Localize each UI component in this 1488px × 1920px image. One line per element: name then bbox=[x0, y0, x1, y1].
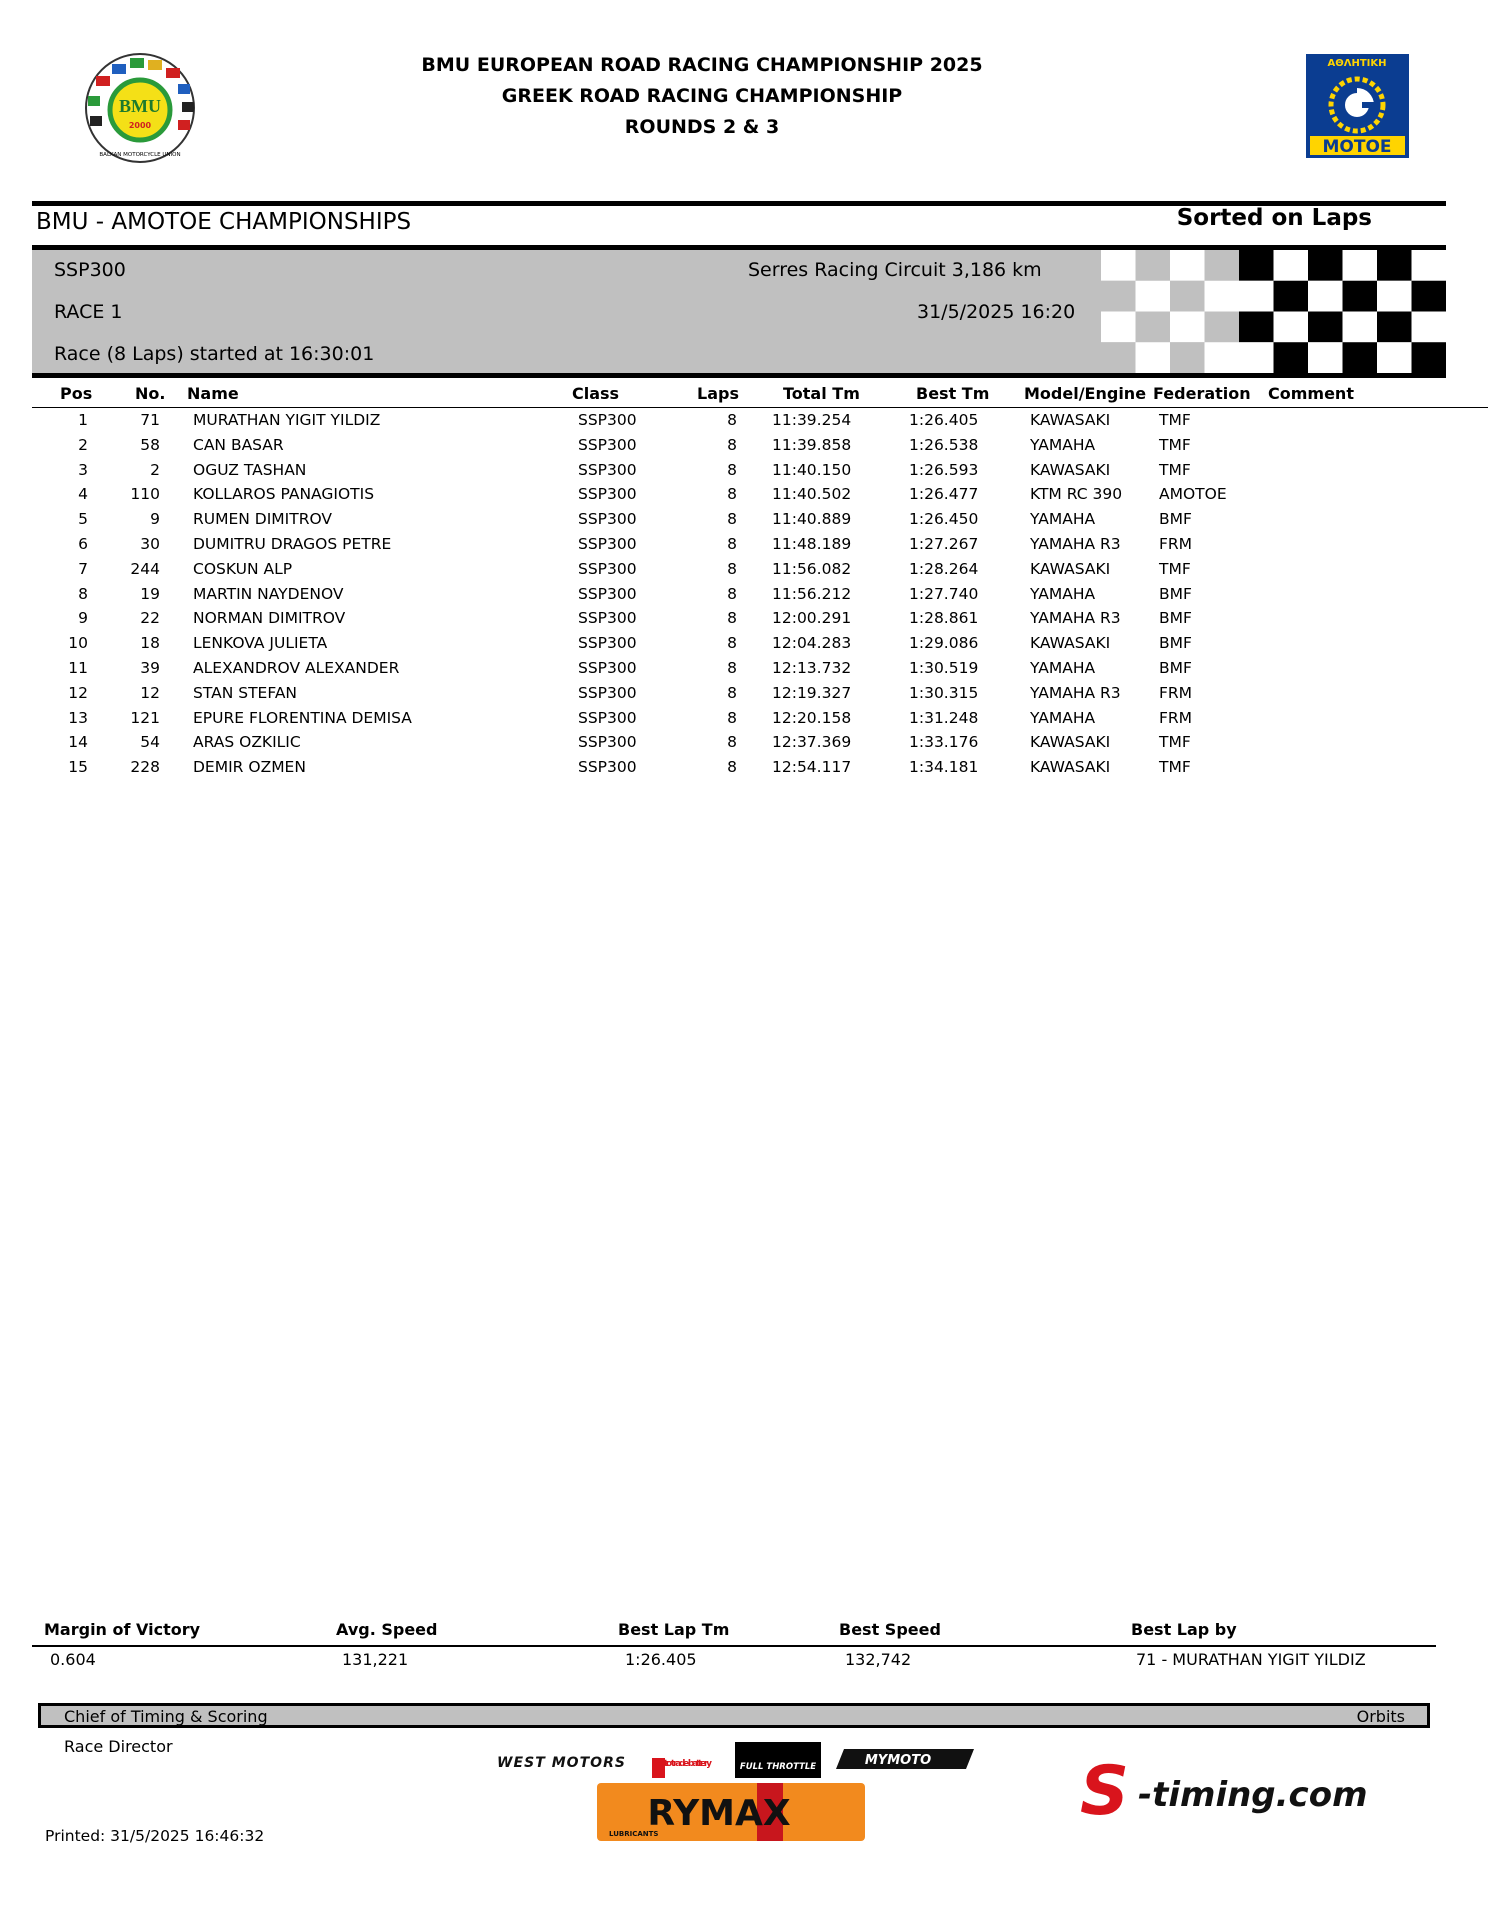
cell-number: 110 bbox=[130, 485, 160, 504]
cell-name: OGUZ TASHAN bbox=[193, 460, 307, 479]
cell-pos: 11 bbox=[68, 659, 88, 677]
cell-total-time: 11:39.858 bbox=[772, 435, 852, 454]
full-throttle-text: FULL THROTTLE bbox=[739, 1762, 817, 1772]
race-info-band bbox=[32, 245, 1446, 378]
flag-square bbox=[1101, 312, 1136, 343]
cell-best-time: 1:27.740 bbox=[909, 584, 979, 603]
cell-class: SSP300 bbox=[578, 510, 637, 529]
rymax-logo bbox=[597, 1783, 865, 1841]
printed-timestamp: Printed: 31/5/2025 16:46:32 bbox=[45, 1827, 265, 1845]
flag-square bbox=[1308, 281, 1343, 312]
motoe-logo-top: ΑΘΛΗΤΙΚΗ bbox=[1327, 58, 1387, 69]
cell-laps: 8 bbox=[727, 535, 737, 553]
flag-square bbox=[1274, 281, 1309, 312]
motoe-logo-bottom: ΜΟΤΟΕ bbox=[1322, 137, 1392, 157]
cell-federation: TMF bbox=[1159, 559, 1191, 578]
cell-pos: 6 bbox=[78, 535, 88, 553]
table-row bbox=[0, 411, 1488, 436]
cell-pos: 4 bbox=[78, 485, 88, 504]
flag-square bbox=[1308, 342, 1343, 373]
cell-federation: FRM bbox=[1159, 535, 1193, 553]
checkered-flag bbox=[1101, 250, 1446, 373]
circuit-name: Serres Racing Circuit 3,186 km bbox=[748, 259, 1042, 281]
flag-square bbox=[1239, 342, 1274, 373]
cell-laps: 8 bbox=[727, 584, 737, 603]
cell-model: KAWASAKI bbox=[1030, 733, 1111, 752]
avg-speed-value: 131,221 bbox=[342, 1650, 409, 1669]
cell-best-time: 1:26.405 bbox=[909, 411, 979, 429]
cell-number: 71 bbox=[140, 411, 160, 429]
flag-square bbox=[1274, 312, 1309, 343]
cell-class: SSP300 bbox=[578, 584, 637, 603]
bmu-logo-year: 2000 bbox=[128, 121, 152, 130]
flag-square bbox=[1343, 281, 1378, 312]
best-lap-by-label: Best Lap by bbox=[1131, 1620, 1237, 1639]
cell-pos: 10 bbox=[68, 634, 88, 653]
best-lap-value: 1:26.405 bbox=[625, 1650, 697, 1669]
flag-square bbox=[1377, 281, 1412, 312]
table-row bbox=[0, 709, 1488, 734]
cell-laps: 8 bbox=[727, 435, 737, 454]
cell-best-time: 1:33.176 bbox=[909, 733, 979, 752]
cell-best-time: 1:26.593 bbox=[909, 460, 979, 479]
race-datetime: 31/5/2025 16:20 bbox=[917, 301, 1076, 323]
cell-federation: AMOTOE bbox=[1159, 485, 1227, 504]
west-motors-logo bbox=[492, 1744, 630, 1776]
cell-model: YAMAHA bbox=[1030, 584, 1096, 603]
stiming-rest: -timing.com bbox=[1138, 1775, 1368, 1815]
cell-model: KAWASAKI bbox=[1030, 634, 1111, 653]
header-name: Name bbox=[187, 384, 239, 403]
cell-class: SSP300 bbox=[578, 411, 637, 429]
cell-name: LENKOVA JULIETA bbox=[193, 634, 328, 653]
race-started: Race (8 Laps) started at 16:30:01 bbox=[54, 343, 375, 365]
bmu-logo bbox=[78, 52, 202, 164]
cell-class: SSP300 bbox=[578, 708, 637, 727]
title-line-2: GREEK ROAD RACING CHAMPIONSHIP bbox=[501, 85, 903, 107]
table-row bbox=[0, 634, 1488, 659]
cell-laps: 8 bbox=[727, 733, 737, 752]
cell-name: STAN STEFAN bbox=[193, 683, 298, 702]
table-row bbox=[0, 461, 1488, 486]
stiming-s: S bbox=[1080, 1752, 1129, 1831]
table-row bbox=[0, 684, 1488, 709]
best-lap-by-value: 71 - MURATHAN YIGIT YILDIZ bbox=[1136, 1650, 1366, 1669]
table-row bbox=[0, 758, 1488, 783]
flag-square bbox=[1377, 342, 1412, 373]
cell-best-time: 1:30.519 bbox=[909, 659, 979, 677]
summary-rule bbox=[32, 1645, 1436, 1647]
cell-total-time: 11:40.150 bbox=[772, 460, 852, 479]
cell-pos: 7 bbox=[78, 559, 88, 578]
cell-model: KAWASAKI bbox=[1030, 559, 1111, 578]
title-line-3: ROUNDS 2 & 3 bbox=[624, 116, 780, 138]
cell-class: SSP300 bbox=[578, 683, 637, 702]
cell-federation: TMF bbox=[1159, 435, 1191, 454]
cell-best-time: 1:31.248 bbox=[909, 708, 979, 727]
flag-square bbox=[1205, 312, 1240, 343]
flag-square bbox=[1101, 342, 1136, 373]
best-speed-value: 132,742 bbox=[845, 1650, 912, 1669]
flag-square bbox=[1308, 312, 1343, 343]
title-line-1: BMU EUROPEAN ROAD RACING CHAMPIONSHIP 2025 bbox=[421, 54, 983, 76]
west-motors-text: WEST MOTORS bbox=[497, 1755, 625, 1771]
flag-square bbox=[1239, 281, 1274, 312]
cell-class: SSP300 bbox=[578, 733, 637, 752]
cell-model: YAMAHA R3 bbox=[1030, 683, 1121, 702]
cell-total-time: 12:37.369 bbox=[772, 733, 852, 752]
orbits-label: Orbits bbox=[1356, 1707, 1405, 1726]
best-speed-label: Best Speed bbox=[839, 1620, 941, 1639]
cell-class: SSP300 bbox=[578, 634, 637, 653]
flag-square bbox=[1136, 342, 1171, 373]
flag-square bbox=[1412, 342, 1447, 373]
header-laps: Laps bbox=[697, 384, 739, 403]
cell-model: YAMAHA bbox=[1030, 659, 1096, 677]
cell-model: YAMAHA R3 bbox=[1030, 609, 1121, 628]
cell-name: CAN BASAR bbox=[193, 435, 284, 454]
flag-square bbox=[1343, 312, 1378, 343]
cell-federation: BMF bbox=[1159, 609, 1192, 628]
cell-name: RUMEN DIMITROV bbox=[193, 510, 333, 529]
cell-federation: TMF bbox=[1159, 460, 1191, 479]
table-row bbox=[0, 585, 1488, 610]
cell-number: 58 bbox=[140, 435, 160, 454]
cell-pos: 8 bbox=[78, 584, 88, 603]
header-no: No. bbox=[135, 384, 166, 403]
cell-laps: 8 bbox=[727, 510, 737, 529]
cell-pos: 15 bbox=[68, 758, 88, 777]
avg-speed-label: Avg. Speed bbox=[336, 1620, 438, 1639]
cell-laps: 8 bbox=[727, 683, 737, 702]
cell-number: 121 bbox=[130, 708, 160, 727]
cell-number: 9 bbox=[150, 510, 160, 529]
header-pos: Pos bbox=[60, 384, 93, 403]
margin-value: 0.604 bbox=[50, 1650, 96, 1669]
cell-laps: 8 bbox=[727, 460, 737, 479]
cell-total-time: 11:56.212 bbox=[772, 584, 852, 603]
cell-federation: FRM bbox=[1159, 708, 1193, 727]
cell-best-time: 1:28.861 bbox=[909, 609, 979, 628]
mymoto-logo bbox=[836, 1747, 974, 1771]
header-best-time: Best Tm bbox=[916, 384, 990, 403]
cell-federation: TMF bbox=[1159, 411, 1191, 429]
timing-bar bbox=[38, 1703, 1430, 1728]
cell-name: KOLLAROS PANAGIOTIS bbox=[193, 485, 375, 504]
flag-square bbox=[1205, 342, 1240, 373]
table-row bbox=[0, 485, 1488, 510]
cell-laps: 8 bbox=[727, 485, 737, 504]
cell-number: 39 bbox=[140, 659, 160, 677]
cell-number: 30 bbox=[140, 535, 160, 553]
cell-number: 22 bbox=[140, 609, 160, 628]
cell-pos: 2 bbox=[78, 435, 88, 454]
cell-class: SSP300 bbox=[578, 435, 637, 454]
cell-total-time: 11:48.189 bbox=[772, 535, 852, 553]
cell-number: 244 bbox=[130, 559, 160, 578]
flag-square bbox=[1412, 312, 1447, 343]
table-row bbox=[0, 659, 1488, 684]
cell-pos: 5 bbox=[78, 510, 88, 529]
cell-federation: BMF bbox=[1159, 659, 1192, 677]
header-total-time: Total Tm bbox=[783, 384, 860, 403]
cell-total-time: 11:40.889 bbox=[772, 510, 852, 529]
cell-name: ALEXANDROV ALEXANDER bbox=[193, 659, 400, 677]
cell-best-time: 1:29.086 bbox=[909, 634, 979, 653]
flag-square bbox=[1412, 281, 1447, 312]
flag-square bbox=[1343, 250, 1378, 281]
championship-name: BMU - AMOTOE CHAMPIONSHIPS bbox=[36, 209, 412, 235]
cell-pos: 13 bbox=[68, 708, 88, 727]
cell-laps: 8 bbox=[727, 758, 737, 777]
cell-name: EPURE FLORENTINA DEMISA bbox=[193, 708, 412, 727]
cell-number: 18 bbox=[140, 634, 160, 653]
race-director-label: Race Director bbox=[64, 1737, 173, 1756]
cell-pos: 9 bbox=[78, 609, 88, 628]
cell-total-time: 11:40.502 bbox=[772, 485, 852, 504]
race-class: SSP300 bbox=[54, 259, 126, 281]
cell-total-time: 12:13.732 bbox=[772, 659, 852, 677]
table-row bbox=[0, 609, 1488, 634]
cell-number: 12 bbox=[140, 683, 160, 702]
flag-square bbox=[1239, 312, 1274, 343]
flag-square bbox=[1101, 250, 1136, 281]
cell-number: 54 bbox=[140, 733, 160, 752]
sorted-label: Sorted on Laps bbox=[1176, 205, 1372, 231]
cell-name: MURATHAN YIGIT YILDIZ bbox=[193, 411, 381, 429]
flag-square bbox=[1239, 250, 1274, 281]
cell-number: 2 bbox=[150, 460, 160, 479]
cell-number: 19 bbox=[140, 584, 160, 603]
motoe-logo bbox=[1306, 54, 1409, 158]
table-row bbox=[0, 733, 1488, 758]
full-throttle-logo bbox=[735, 1742, 821, 1778]
cell-total-time: 12:04.283 bbox=[772, 634, 852, 653]
cell-laps: 8 bbox=[727, 559, 737, 578]
cell-federation: TMF bbox=[1159, 758, 1191, 777]
cell-name: MARTIN NAYDENOV bbox=[193, 584, 344, 603]
flag-square bbox=[1308, 250, 1343, 281]
flag-square bbox=[1170, 281, 1205, 312]
cell-total-time: 11:56.082 bbox=[772, 559, 852, 578]
flag-square bbox=[1205, 281, 1240, 312]
cell-name: DEMIR OZMEN bbox=[193, 758, 306, 777]
cell-model: YAMAHA bbox=[1030, 708, 1096, 727]
best-lap-label: Best Lap Tm bbox=[618, 1620, 730, 1639]
header-federation: Federation bbox=[1153, 384, 1251, 403]
cell-model: KAWASAKI bbox=[1030, 411, 1111, 429]
table-row bbox=[0, 436, 1488, 461]
cell-federation: BMF bbox=[1159, 510, 1192, 529]
stiming-logo bbox=[1080, 1752, 1400, 1831]
race-number: RACE 1 bbox=[54, 301, 123, 323]
cell-total-time: 12:20.158 bbox=[772, 708, 852, 727]
table-row bbox=[0, 560, 1488, 585]
cell-laps: 8 bbox=[727, 708, 737, 727]
rymax-sub-text: LUBRICANTS bbox=[609, 1830, 659, 1838]
cell-model: YAMAHA bbox=[1030, 435, 1096, 454]
header-model: Model/Engine bbox=[1024, 384, 1147, 403]
auto-trade-battery-text: auto trade battery bbox=[656, 1759, 712, 1769]
cell-model: YAMAHA R3 bbox=[1030, 535, 1121, 553]
flag-square bbox=[1274, 342, 1309, 373]
flag-square bbox=[1136, 281, 1171, 312]
cell-pos: 1 bbox=[78, 411, 88, 429]
flag-square bbox=[1170, 250, 1205, 281]
cell-class: SSP300 bbox=[578, 659, 637, 677]
rymax-text: RYMAX bbox=[647, 1793, 791, 1834]
header-class: Class bbox=[572, 384, 620, 403]
flag-square bbox=[1170, 312, 1205, 343]
header-rule bbox=[32, 407, 1488, 408]
cell-federation: BMF bbox=[1159, 584, 1192, 603]
cell-best-time: 1:26.538 bbox=[909, 435, 979, 454]
cell-best-time: 1:26.477 bbox=[909, 485, 979, 504]
mymoto-text: MYMOTO bbox=[864, 1753, 932, 1768]
cell-pos: 3 bbox=[78, 460, 88, 479]
flag-square bbox=[1101, 281, 1136, 312]
cell-model: KTM RC 390 bbox=[1030, 485, 1123, 504]
table-row bbox=[0, 510, 1488, 535]
cell-laps: 8 bbox=[727, 634, 737, 653]
cell-total-time: 12:00.291 bbox=[772, 609, 852, 628]
chief-of-timing-label: Chief of Timing & Scoring bbox=[64, 1707, 268, 1726]
cell-class: SSP300 bbox=[578, 559, 637, 578]
cell-total-time: 12:19.327 bbox=[772, 683, 852, 702]
cell-name: COSKUN ALP bbox=[193, 559, 293, 578]
cell-class: SSP300 bbox=[578, 485, 637, 504]
flag-square bbox=[1412, 250, 1447, 281]
flag-square bbox=[1274, 250, 1309, 281]
cell-best-time: 1:26.450 bbox=[909, 510, 979, 529]
cell-best-time: 1:28.264 bbox=[909, 559, 979, 578]
cell-class: SSP300 bbox=[578, 535, 637, 553]
cell-best-time: 1:27.267 bbox=[909, 535, 979, 553]
cell-name: ARAS OZKILIC bbox=[193, 733, 301, 752]
cell-name: DUMITRU DRAGOS PETRE bbox=[193, 535, 392, 553]
cell-best-time: 1:34.181 bbox=[909, 758, 979, 777]
cell-total-time: 12:54.117 bbox=[772, 758, 852, 777]
margin-label: Margin of Victory bbox=[44, 1620, 201, 1639]
cell-best-time: 1:30.315 bbox=[909, 683, 979, 702]
cell-federation: FRM bbox=[1159, 683, 1193, 702]
cell-model: KAWASAKI bbox=[1030, 758, 1111, 777]
cell-laps: 8 bbox=[727, 659, 737, 677]
flag-square bbox=[1377, 250, 1412, 281]
cell-class: SSP300 bbox=[578, 758, 637, 777]
cell-model: KAWASAKI bbox=[1030, 460, 1111, 479]
flag-square bbox=[1205, 250, 1240, 281]
flag-square bbox=[1377, 312, 1412, 343]
cell-pos: 14 bbox=[68, 733, 88, 752]
flag-square bbox=[1343, 342, 1378, 373]
cell-name: NORMAN DIMITROV bbox=[193, 609, 346, 628]
cell-pos: 12 bbox=[68, 683, 88, 702]
cell-class: SSP300 bbox=[578, 609, 637, 628]
cell-federation: BMF bbox=[1159, 634, 1192, 653]
bmu-logo-text: BMU bbox=[119, 96, 161, 116]
cell-number: 228 bbox=[130, 758, 160, 777]
cell-laps: 8 bbox=[727, 411, 737, 429]
cell-total-time: 11:39.254 bbox=[772, 411, 852, 429]
flag-square bbox=[1136, 250, 1171, 281]
cell-laps: 8 bbox=[727, 609, 737, 628]
auto-trade-battery-logo bbox=[650, 1742, 710, 1780]
cell-class: SSP300 bbox=[578, 460, 637, 479]
table-row bbox=[0, 535, 1488, 560]
bmu-logo-ring-text: BALKAN MOTORCYCLE UNION bbox=[99, 152, 181, 158]
flag-square bbox=[1136, 312, 1171, 343]
header-comment: Comment bbox=[1268, 384, 1354, 403]
cell-model: YAMAHA bbox=[1030, 510, 1096, 529]
flag-square bbox=[1170, 342, 1205, 373]
cell-federation: TMF bbox=[1159, 733, 1191, 752]
